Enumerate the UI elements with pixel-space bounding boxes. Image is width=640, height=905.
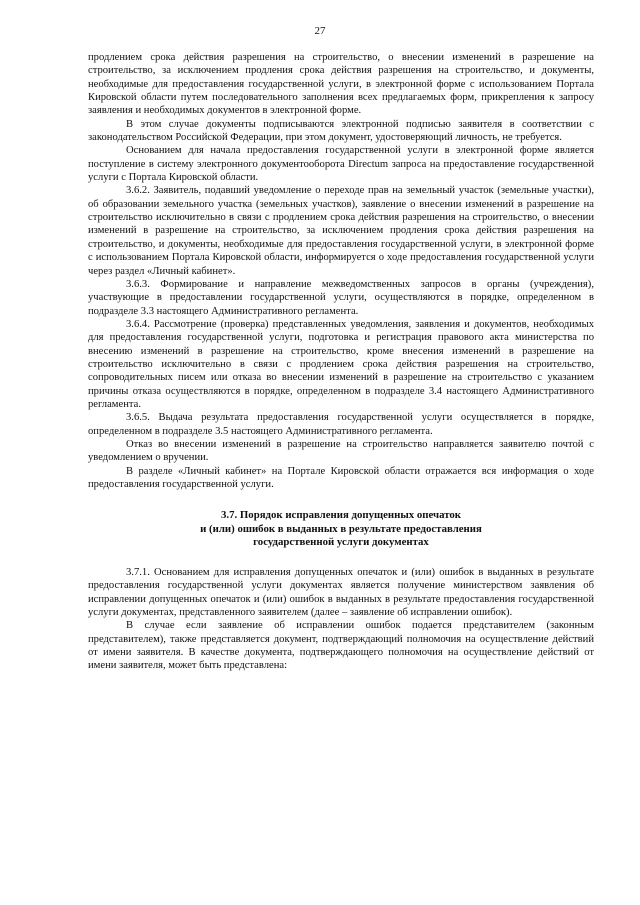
paragraph: В разделе «Личный кабинет» на Портале Кировской области отражается вся информация о ходе предоставления государственной услуги. xyxy=(88,465,594,490)
section-heading-3-7 xyxy=(88,509,594,550)
page-number: 27 xyxy=(314,25,326,37)
paragraph-3-7-1: 3.7.1. Основанием для исправления допущенных опечаток и (или) ошибок в выданных в результате предоставления государственной услуги документах является получение министерством заявления об исправлении допущенных опечаток и (или) ошибок в выданных в результате предоставления государственной услуги документах, представленного заявителем (далее – заявление об исправлении ошибок). xyxy=(88,566,594,618)
paragraph: Основанием для начала предоставления государственной услуги в электронной форме является поступление в систему электронного документооборота Directum запроса на предоставление государственной услуги с Портала Кировской области. xyxy=(88,145,594,184)
paragraph-3-6-3: 3.6.3. Формирование и направление межведомственных запросов в органы (учреждения), участвующие в предоставлении государственной услуги, осуществляются в порядке, определенном в подразделе 3.3 настоящего Административного регламента. xyxy=(88,278,594,317)
section-heading-line: государственной услуги документах xyxy=(253,536,429,549)
paragraph-continuation: продлением срока действия разрешения на строительство, о внесении изменений в разрешение на строительство, за исключением продления срока действия разрешения на строительство, и документы, необходимые для предоставления государственной услуги, в электронной форме с использованием Портала Кировской области путем последовательного заполнения всех предлагаемых форм, прикрепления к запросу заявления и необходимых документов в электронной форме. xyxy=(88,52,594,117)
paragraph-3-6-4: 3.6.4. Рассмотрение (проверка) представленных уведомления, заявления и документов, необходимых для предоставления государственной услуги, подготовка и регистрация правового акта министерства по внесению изменений в разрешение на строительство, кроме внесения изменений в разрешение на строительство исключительно в связи с продлением срока действия разрешения на строительство, сопроводительных писем или отказа во внесении изменений в разрешение на строительство с указанием причины отказа осуществляются в порядке, определенном в подразделе 3.4 настоящего Административного регламента. xyxy=(88,318,594,410)
section-heading-line: и (или) ошибок в выданных в результате предоставления xyxy=(200,522,482,535)
paragraph: Отказ во внесении изменений в разрешение на строительство направляется заявителю почтой с уведомлением о вручении. xyxy=(88,438,594,464)
paragraph-3-6-5: 3.6.5. Выдача результата предоставления государственной услуги осуществляется в порядке, определенном в подразделе 3.5 настоящего Административного регламента. xyxy=(88,412,594,437)
paragraph: В этом случае документы подписываются электронной подписью заявителя в соответствии с законодательством Российской Федерации, при этом документ, удостоверяющий личность, не требуется. xyxy=(88,118,594,144)
paragraph-3-6-2: 3.6.2. Заявитель, подавший уведомление о переходе прав на земельный участок (земельные участки), об образовании земельного участка (земельных участков), заявление о внесении изменений в разрешение на строительство исключительно в связи с продлением срока действия разрешения на строительство, о внесении изменений в разрешение на строительство, за исключением продления срока действия разрешения на строительство, и документы, необходимые для предоставления государственной услуги, в электронной форме с использованием Портала Кировской области, информируется о ходе предоставления государственной услуги через раздел «Личный кабинет». xyxy=(88,185,594,277)
document-body xyxy=(88,51,594,673)
section-heading-line: 3.7. Порядок исправления допущенных опечаток xyxy=(221,509,461,522)
paragraph: В случае если заявление об исправлении ошибок подается представителем (законным представителем), также представляется документ, подтверждающий полномочия на осуществление действий от имени заявителя. В качестве документа, подтверждающего полномочия на осуществление действий от имени заявителя, может быть представлена: xyxy=(88,620,594,672)
